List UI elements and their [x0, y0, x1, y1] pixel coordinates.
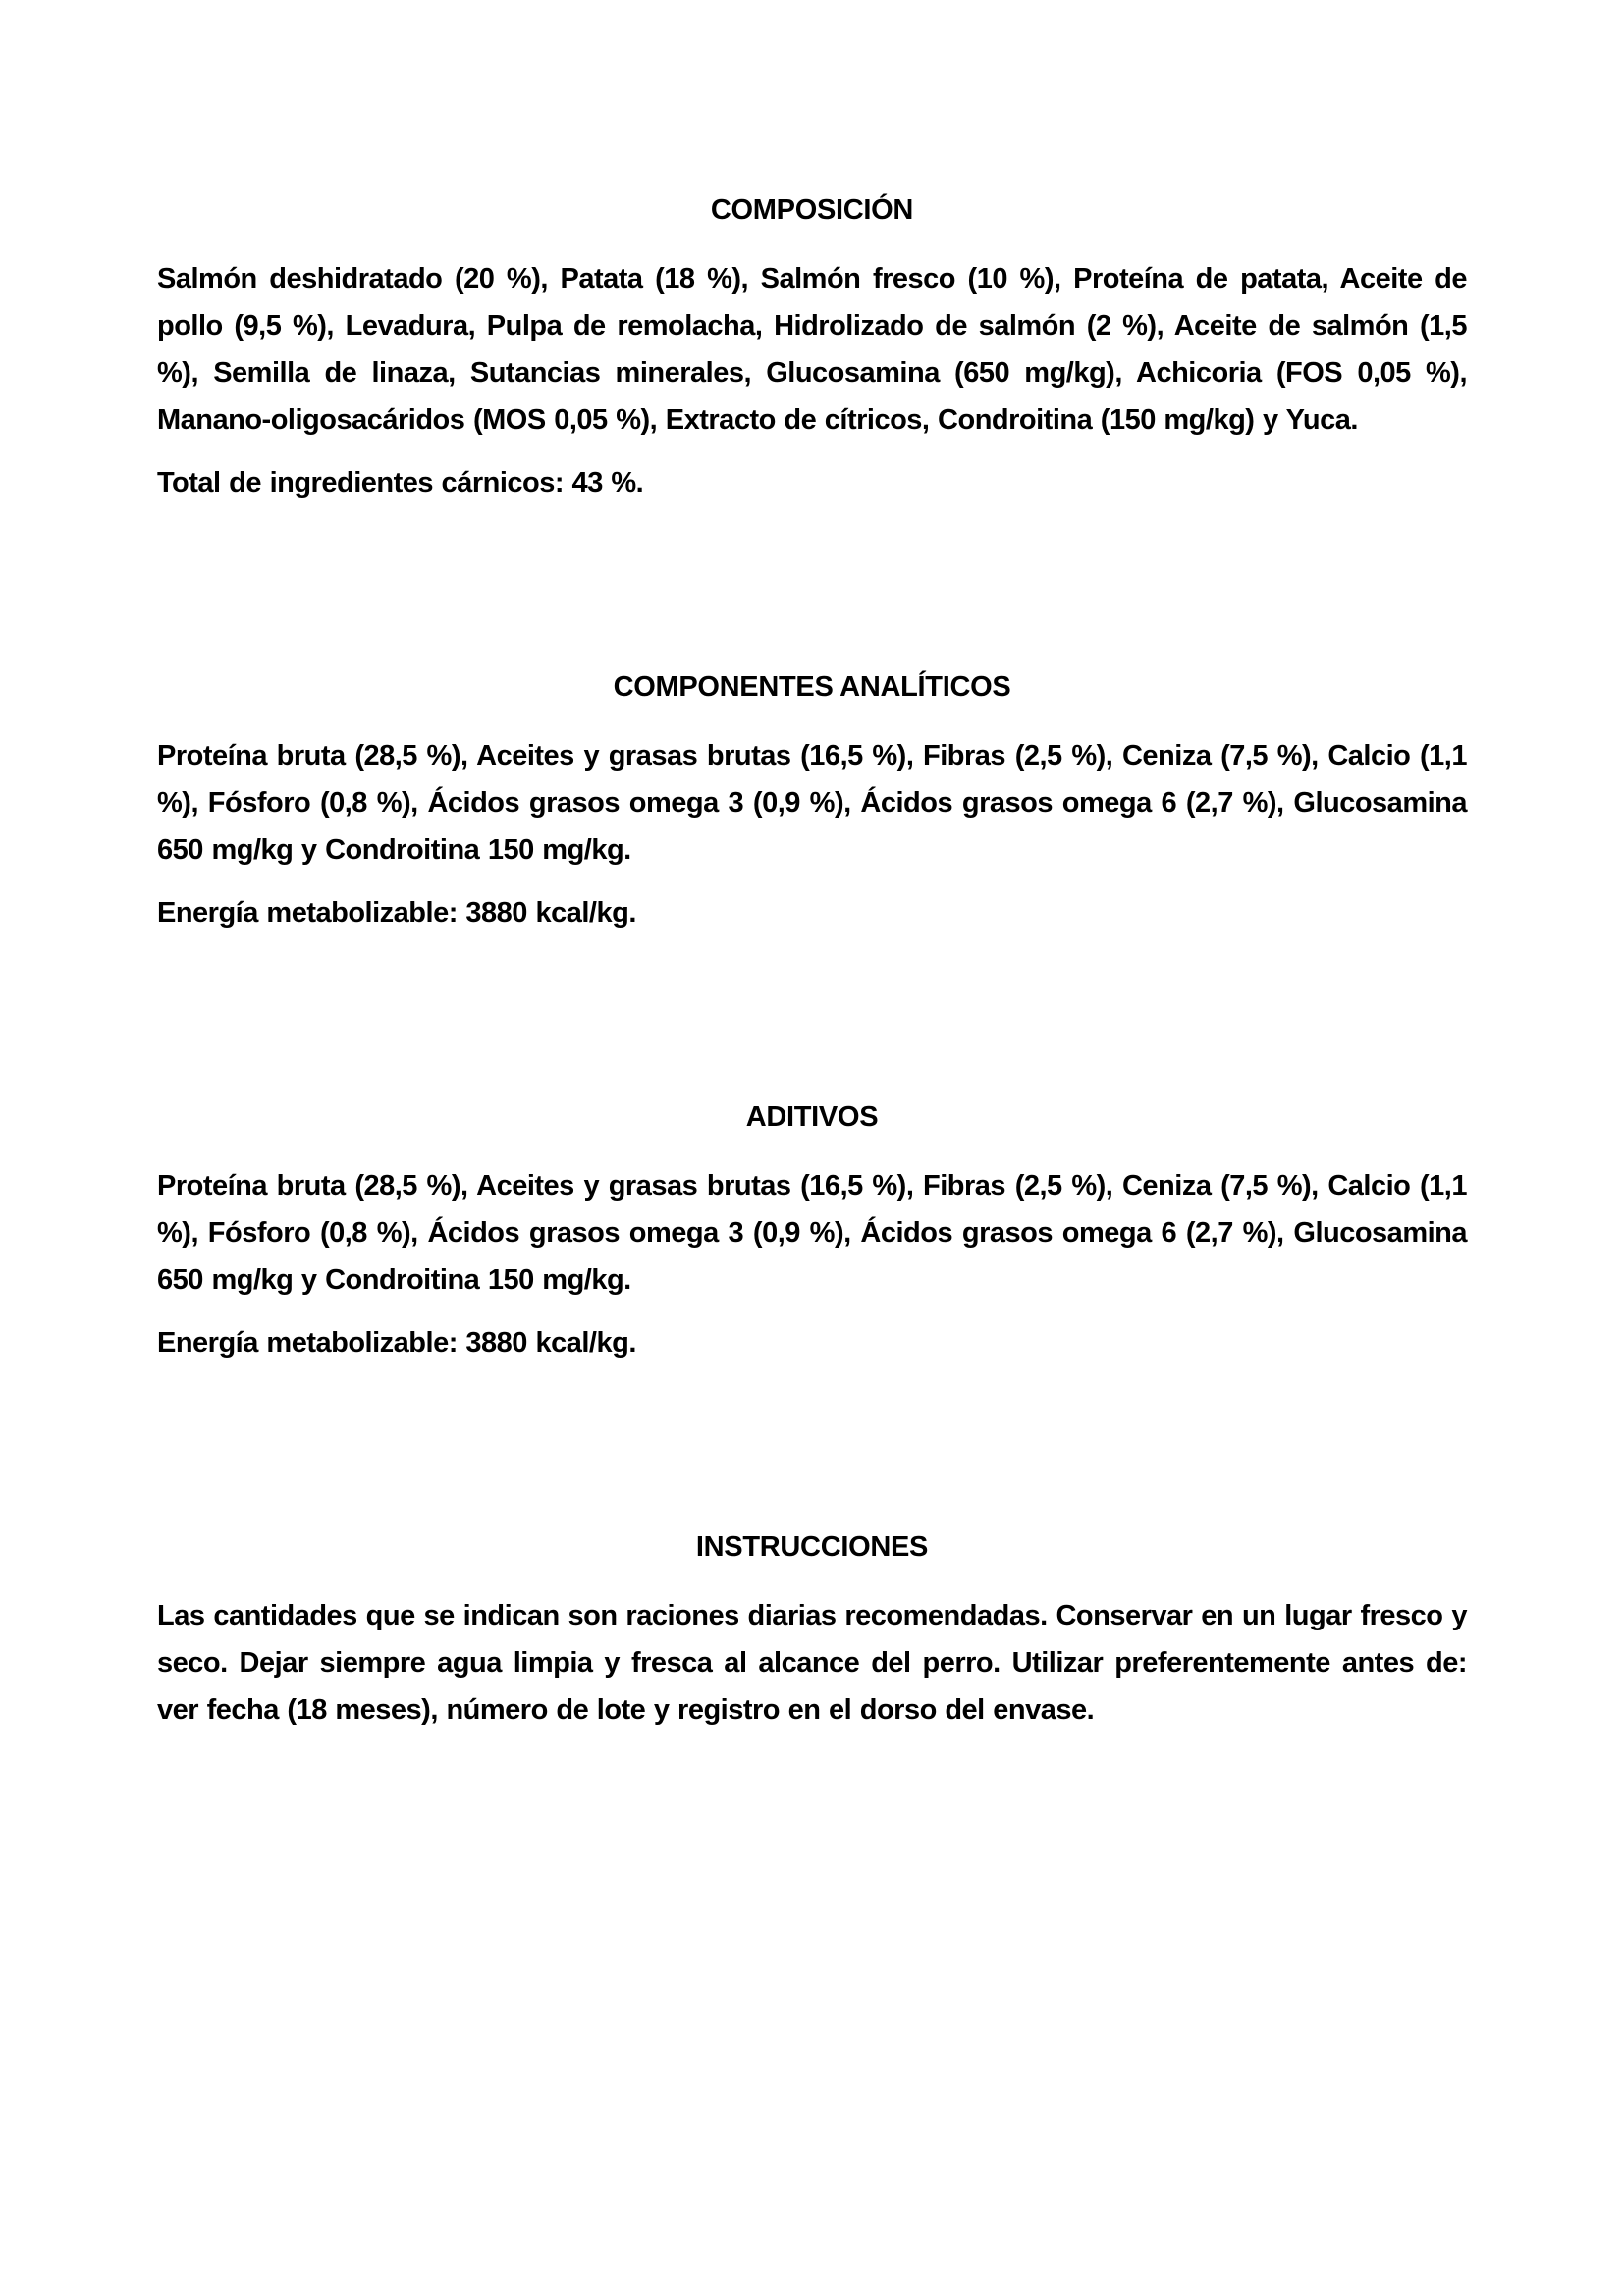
aditivos-energia-paragraph: Energía metabolizable: 3880 kcal/kg.: [157, 1327, 636, 1359]
section-heading-componentes-analiticos: COMPONENTES ANALÍTICOS: [613, 671, 1011, 703]
section-componentes-analiticos: [157, 664, 1467, 936]
section-heading-composicion: COMPOSICIÓN: [710, 194, 914, 226]
composicion-total-carnicos-paragraph: Total de ingredientes cárnicos: 43 %.: [157, 467, 644, 499]
instrucciones-paragraph: Las cantidades que se indican son raciones diarias recomendadas. Conservar en un lugar fresco y seco. Dejar siempre agua limpia y fresca al alcance del perro. Utilizar preferentemente antes de: ver fecha (18 meses), número de lote y registro en el dorso del envase.: [157, 1600, 1467, 1726]
composicion-ingredients-paragraph: Salmón deshidratado (20 %), Patata (18 %), Salmón fresco (10 %), Proteína de patata, Aceite de pollo (9,5 %), Levadura, Pulpa de remolacha, Hidrolizado de salmón (2 %), Aceite de salmón (1,5 %), Semilla de linaza, Sutancias minerales, Glucosamina (650 mg/kg), Achicoria (FOS 0,05 %), Manano-oligosacáridos (MOS 0,05 %), Extracto de cítricos, Condroitina (150 mg/kg) y Yuca.: [157, 263, 1467, 436]
section-heading-aditivos: ADITIVOS: [745, 1101, 879, 1133]
section-aditivos: [157, 1094, 1467, 1366]
componentes-analiticos-energia-paragraph: Energía metabolizable: 3880 kcal/kg.: [157, 897, 636, 929]
componentes-analiticos-values-paragraph: Proteína bruta (28,5 %), Aceites y grasas brutas (16,5 %), Fibras (2,5 %), Ceniza (7,5 %), Calcio (1,1 %), Fósforo (0,8 %), Ácidos grasos omega 3 (0,9 %), Ácidos grasos omega 6 (2,7 %), Glucosamina 650 mg/kg y Condroitina 150 mg/kg.: [157, 740, 1467, 866]
section-composicion: [157, 187, 1467, 507]
section-heading-instrucciones: INSTRUCCIONES: [695, 1531, 929, 1563]
aditivos-values-paragraph: Proteína bruta (28,5 %), Aceites y grasas brutas (16,5 %), Fibras (2,5 %), Ceniza (7,5 %), Calcio (1,1 %), Fósforo (0,8 %), Ácidos grasos omega 3 (0,9 %), Ácidos grasos omega 6 (2,7 %), Glucosamina 650 mg/kg y Condroitina 150 mg/kg.: [157, 1170, 1467, 1296]
section-instrucciones: [157, 1523, 1467, 1734]
